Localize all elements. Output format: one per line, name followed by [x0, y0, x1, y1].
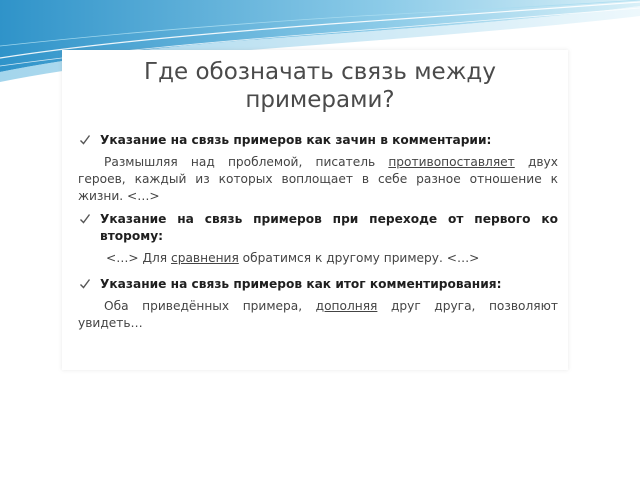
bullet-heading-1: Указание на связь примеров как зачин в комментарии: — [100, 133, 492, 147]
slide-content — [78, 132, 558, 338]
example-paragraph-2 — [78, 250, 558, 267]
bullet-heading-2: Указание на связь примеров при переходе от первого ко второму: — [100, 212, 558, 243]
paragraph-2-text-end: обратимся к другому примеру. <…> — [238, 251, 480, 265]
check-icon — [79, 212, 91, 226]
check-icon — [79, 277, 91, 291]
paragraph-2-text-start: <…> Для — [106, 251, 172, 265]
bullet-item-2 — [78, 211, 558, 245]
example-paragraph-3 — [78, 298, 558, 332]
bullet-item-3 — [78, 276, 558, 293]
slide-title-line-2: примерами? — [245, 87, 395, 113]
bullet-heading-3: Указание на связь примеров как итог комментирования: — [100, 277, 502, 291]
check-icon — [79, 133, 91, 147]
paragraph-1-text-start: Размышляя над проблемой, писатель — [104, 155, 389, 169]
bullet-item-1 — [78, 132, 558, 149]
paragraph-1-underlined-word: противопоставляет — [388, 155, 515, 169]
paragraph-3-underlined-word: дополняя — [315, 299, 378, 313]
paragraph-2-underlined-word: сравнения — [171, 251, 239, 265]
paragraph-1-text-end: двух героев, каждый из которых воплощает в себе разное отношение к жизни. <…> — [78, 155, 558, 203]
slide-title — [62, 58, 578, 114]
paragraph-3-text-start: Оба приведённых примера, — [104, 299, 316, 313]
paragraph-3-text-end: друг друга, позволяют увидеть… — [78, 299, 558, 330]
slide-title-line-1: Где обозначать связь между — [144, 59, 496, 85]
example-paragraph-1 — [78, 154, 558, 205]
